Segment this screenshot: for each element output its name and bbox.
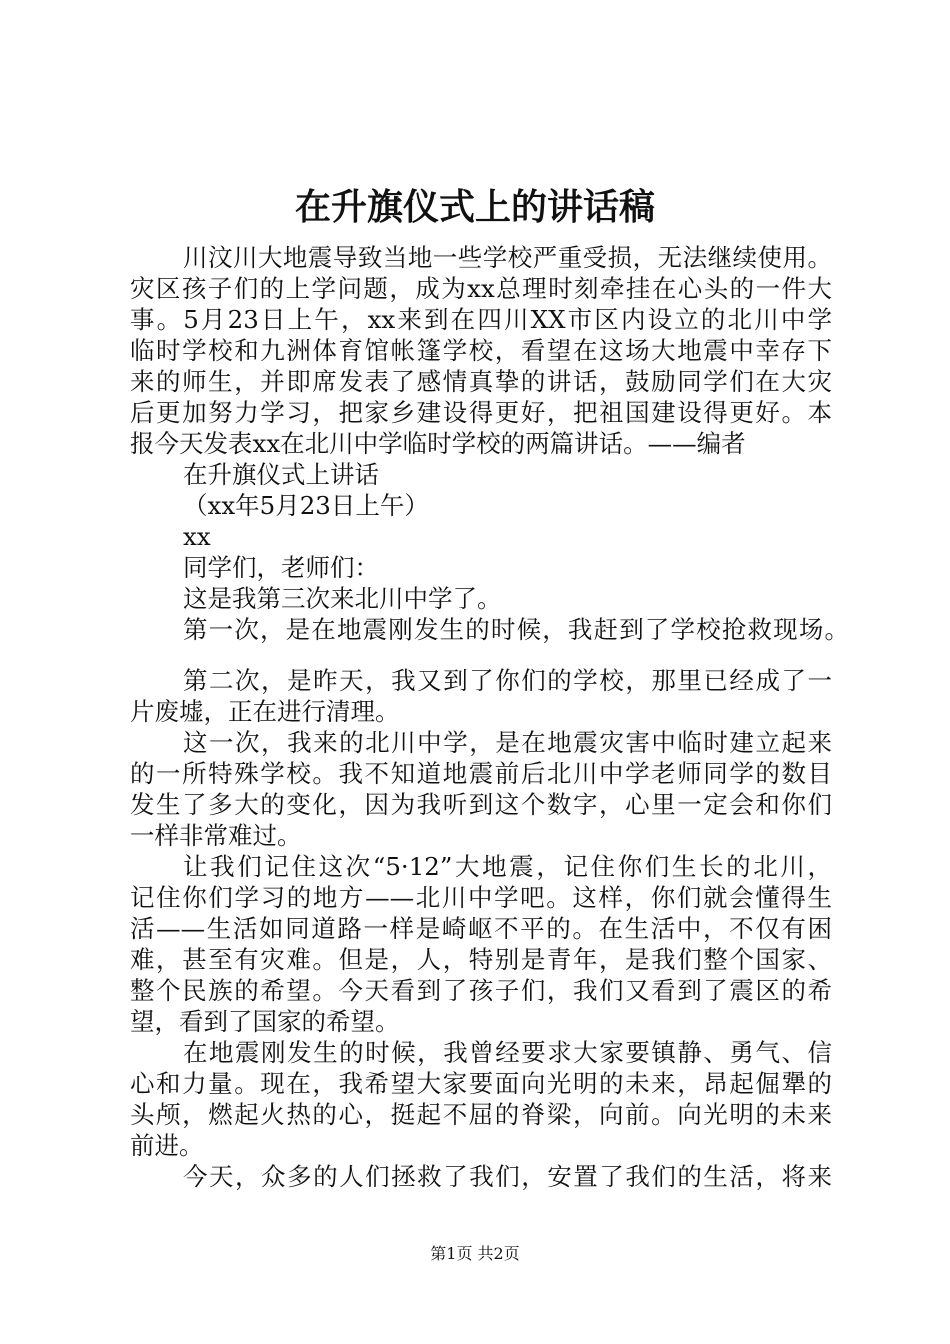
body-text-line: 事。5月23日上午，xx来到在四川XX市区内设立的北川中学 [130,305,832,334]
body-text-line: 第二次，是昨天，我又到了你们的学校，那里已经成了一 [183,666,832,695]
body-text-line: 前进。 [130,1131,204,1160]
body-text-line: 临时学校和九洲体育馆帐篷学校，看望在这场大地震中幸存下 [130,336,832,365]
body-text-line: 片废墟，正在进行清理。 [130,697,400,726]
body-text-line: 一样非常难过。 [130,821,302,850]
document-title: 在升旗仪式上的讲话稿 [294,187,655,228]
body-text-line: 发生了多大的变化，因为我听到这个数字，心里一定会和你们 [130,790,832,819]
body-text-line: 活——生活如同道路一样是崎岖不平的。在生活中，不仅有困 [130,914,832,943]
speech-date: （xx年5月23日上午） [183,491,429,520]
body-text-line: 这是我第三次来北川中学了。 [183,584,502,613]
body-text-line: 望，看到了国家的希望。 [130,1007,400,1036]
speaker-name: xx [183,522,211,551]
body-text-line: 来的师生，并即席发表了感情真挚的讲话，鼓励同学们在大灾 [130,367,832,396]
salutation: 同学们，老师们： [183,553,379,582]
body-text-line: 灾区孩子们的上学问题，成为xx总理时刻牵挂在心头的一件大 [130,274,832,303]
body-text-line: 难，甚至有灾难。但是，人，特别是青年，是我们整个国家、 [130,945,832,974]
body-text-line: 报今天发表xx在北川中学临时学校的两篇讲话。——编者 [130,429,746,458]
body-text-line: 在地震刚发生的时候，我曾经要求大家要镇静、勇气、信 [183,1038,832,1067]
body-text-line: 整个民族的希望。今天看到了孩子们，我们又看到了震区的希 [130,976,832,1005]
body-text-line: 让我们记住这次“5·12”大地震，记住你们生长的北川， [183,852,832,881]
body-text-line: 记住你们学习的地方——北川中学吧。这样，你们就会懂得生 [130,883,832,912]
body-text-line: 的一所特殊学校。我不知道地震前后北川中学老师同学的数目 [130,759,832,788]
body-text-line: 心和力量。现在，我希望大家要面向光明的未来，昂起倔犟的 [130,1069,832,1098]
page-number-footer: 第1页 共2页 [430,1244,520,1263]
body-text-line: 今天，众多的人们拯救了我们，安置了我们的生活，将来 [183,1162,832,1191]
body-text-line: 第一次，是在地震刚发生的时候，我赶到了学校抢救现场。 [183,615,849,644]
speech-heading: 在升旗仪式上讲话 [183,460,379,489]
body-text-line: 这一次，我来的北川中学，是在地震灾害中临时建立起来 [183,728,832,757]
body-text-line: 头颅，燃起火热的心，挺起不屈的脊梁，向前。向光明的未来 [130,1100,832,1129]
body-text-line: 川汶川大地震导致当地一些学校严重受损，无法继续使用。 [183,243,832,272]
body-text-line: 后更加努力学习，把家乡建设得更好，把祖国建设得更好。本 [130,398,832,427]
